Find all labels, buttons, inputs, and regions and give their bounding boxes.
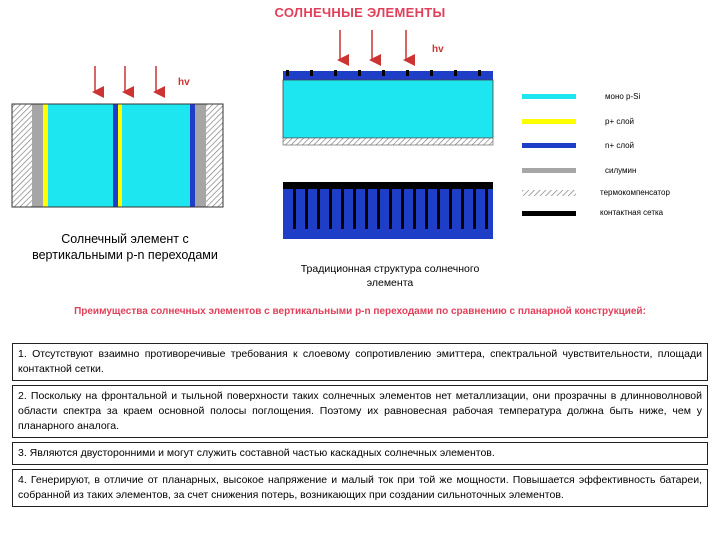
advantage-text: 1. Отсутствуют взаимно противоречивые требования к слоевому сопротивлению эмиттера, спектральной чувствительности, площади контактной сетки. <box>18 348 702 375</box>
light-arrows-right <box>340 30 406 60</box>
legend-label-thermo: термокомпенсатор <box>600 188 670 197</box>
caption-traditional-cell: Традиционная структура солнечного элемента <box>300 263 480 289</box>
legend-swatch-thermo <box>522 190 576 196</box>
legend-swatch-contact <box>522 211 576 216</box>
light-arrows-left <box>95 66 156 92</box>
advantages-heading: Преимущества солнечных элементов с вертикальными p-n переходами по сравнению с планарной конструкцией: <box>74 306 646 317</box>
caption-vertical-cell: Солнечный элемент с вертикальными p-n переходами <box>32 232 218 262</box>
legend-swatch-n-plus <box>522 143 576 148</box>
legend-swatch-p-plus <box>522 119 576 124</box>
advantage-text: 3. Являются двусторонними и могут служить составной частью каскадных солнечных элементов. <box>18 447 495 459</box>
advantage-item <box>12 385 708 438</box>
legend-swatch-silumin <box>522 168 576 173</box>
vertical-junction-cell <box>12 104 223 207</box>
advantages-list <box>12 343 706 511</box>
hv-label-right: hv <box>432 44 444 55</box>
legend-label-p-plus: p+ слой <box>605 117 635 126</box>
legend-label-n-plus: n+ слой <box>605 141 635 150</box>
advantage-item <box>12 343 708 381</box>
legend-label-mono-psi: моно p-Si <box>605 92 641 101</box>
hv-label-left: hv <box>178 77 190 88</box>
advantage-text: 4. Генерируют, в отличие от планарных, высокое напряжение и малый ток при той же мощности. Повышается эффективность батареи, собранной из таких элементов, за счет снижения потерь, возникающих при создании сильноточных элементов. <box>18 474 702 501</box>
legend-swatches <box>522 94 576 216</box>
advantage-text: 2. Поскольку на фронтальной и тыльной поверхности таких солнечных элементов нет металлизации, они прозрачны в длинноволновой области спектра за краем основной полосы поглощения. Поэтому их равновесная рабочая температура должна быть ниже, чем у планарного аналога. <box>18 390 702 432</box>
legend-label-contact: контактная сетка <box>600 208 664 217</box>
legend-label-silumin: силумин <box>605 166 637 175</box>
traditional-cell <box>283 70 493 145</box>
legend-swatch-mono-psi <box>522 94 576 99</box>
page-title: СОЛНЕЧНЫЕ ЭЛЕМЕНТЫ <box>274 5 446 20</box>
advantage-item <box>12 469 708 507</box>
contact-grid-cell <box>283 182 493 239</box>
advantage-item <box>12 442 708 465</box>
